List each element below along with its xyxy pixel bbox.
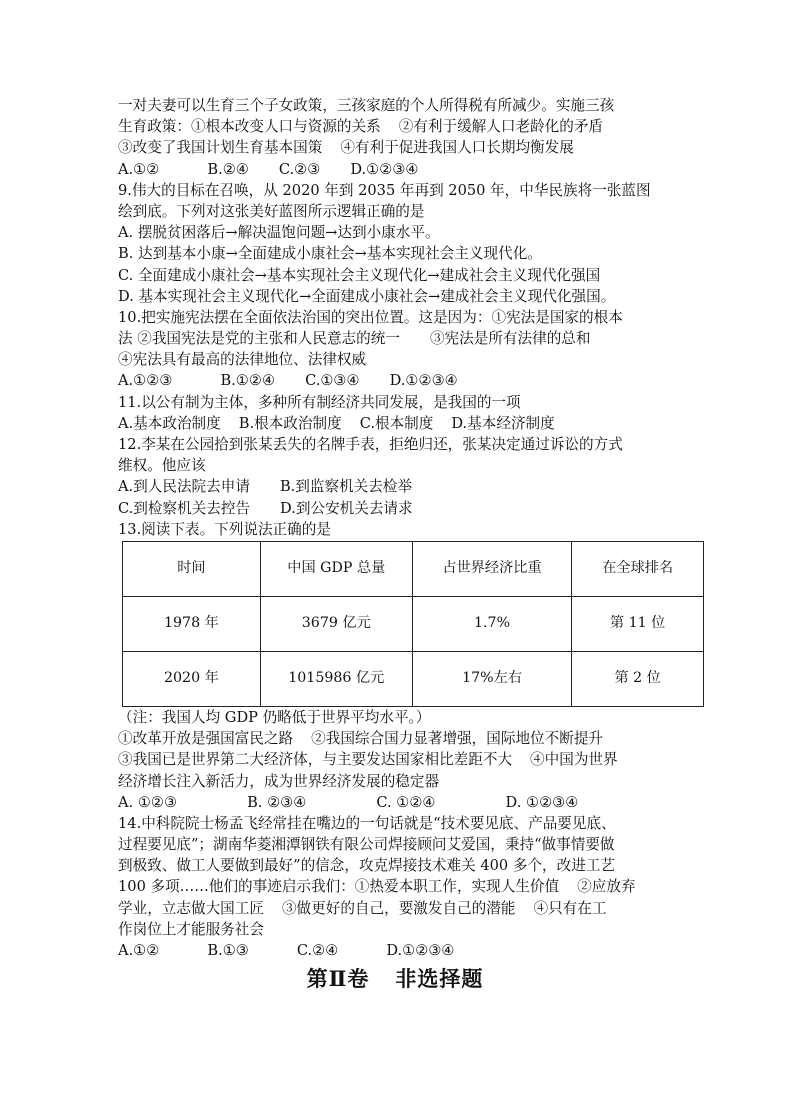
q14-statement-2-cont: 学业，立志做大国工匠	[118, 899, 264, 917]
q8-line-2	[118, 116, 688, 137]
q8-line-1: 一对夫妻可以生育三个子女政策，三孩家庭的个人所得税有所减少。实施三孩	[118, 97, 615, 114]
table-cell: 2020 年	[123, 651, 261, 706]
q8-statement-4: ④有利于促进我国人口长期均衡发展	[340, 139, 574, 157]
q13-option-a: A. ①②③	[118, 793, 178, 811]
q10-options	[118, 370, 688, 391]
q13-note: （注：我国人均 GDP 仍略低于世界平均水平。）	[118, 708, 431, 726]
table-row	[123, 596, 704, 651]
q10-option-d: D.①②③④	[389, 372, 458, 390]
section-part: 第Ⅱ卷	[306, 966, 370, 991]
q13-options	[118, 792, 688, 813]
q8-statement-3: ③改变了我国计划生育基本国策	[118, 139, 323, 157]
q13-line-1: 13.阅读下表。下列说法正确的是	[118, 520, 331, 538]
table-cell: 1978 年	[123, 596, 261, 651]
q9-line-1: 9.伟大的目标在召唤，从 2020 年到 2035 年再到 2050 年，中华民族将一张蓝图	[118, 181, 651, 199]
q8-statement-1: 生育政策：①根本改变人口与资源的关系	[118, 118, 381, 136]
q14-line-1: 14.中科院院士杨孟飞经常挂在嘴边的一句话就是“技术要见底、产品要见底、	[118, 814, 616, 832]
q14-statement-1: 100 多项……他们的事迹启示我们：①热爱本职工作，实现人生价值	[118, 878, 560, 896]
q11-line-1: 11.以公有制为主体，多种所有制经济共同发展，是我国的一项	[118, 393, 521, 411]
q14-line-4	[118, 876, 688, 897]
q11-options	[118, 413, 688, 434]
table-cell: 1.7%	[412, 596, 572, 651]
q9-option-c: C. 全面建成小康社会→基本实现社会主义现代化→建成社会主义现代化强国	[118, 266, 601, 284]
section-title	[0, 968, 790, 989]
table-cell: 1015986 亿元	[260, 651, 412, 706]
q8-line-3	[118, 137, 688, 158]
q13-line-4: 经济增长注入新活力，成为世界经济发展的稳定器	[118, 772, 440, 790]
q13-line-2	[118, 728, 688, 749]
q13-option-b: B. ②③④	[247, 793, 307, 811]
q14-statement-4: ④只有在工	[533, 899, 607, 917]
q13-statement-2: ②我国综合国力显著增强，国际地位不断提升	[311, 730, 604, 748]
q8-option-d: D.①②③④	[350, 160, 419, 178]
table-header-cell: 在全球排名	[572, 541, 704, 596]
q13-option-d: D. ①②③④	[505, 793, 579, 811]
q10-line-2	[118, 328, 688, 349]
q8-option-c: C.②③	[278, 160, 321, 178]
table-header-cell: 中国 GDP 总量	[260, 541, 412, 596]
q11-option-c: C.根本制度	[359, 414, 434, 432]
q13-option-c: C. ①②④	[376, 793, 436, 811]
q10-option-b: B.①②④	[220, 372, 276, 390]
q11-option-d: D.基本经济制度	[451, 414, 555, 432]
q10-statement-2: 法 ②我国宪法是党的主张和人民意志的统一	[118, 330, 400, 348]
q12-option-a: A.到人民法院去申请	[118, 478, 250, 496]
q9-option-b: B. 达到基本小康→全面建成小康社会→基本实现社会主义现代化。	[118, 245, 542, 263]
q14-options	[118, 940, 688, 961]
q10-line-1: 10.把实施宪法摆在全面依法治国的突出位置。这是因为：①宪法是国家的根本	[118, 308, 623, 326]
table-cell: 第 11 位	[572, 596, 704, 651]
q10-option-c: C.①③④	[305, 372, 360, 390]
q9-line-2: 绘到底。下列对这张美好蓝图所示逻辑正确的是	[118, 202, 425, 220]
q14-statement-3: ③做更好的自己，要激发自己的潜能	[281, 899, 516, 917]
table-header-cell: 时间	[123, 541, 261, 596]
q14-line-6: 作岗位上才能服务社会	[118, 920, 264, 938]
q14-line-5	[118, 898, 688, 919]
q8-statement-2: ②有利于缓解人口老龄化的矛盾	[398, 118, 604, 136]
table-header-cell: 占世界经济比重	[412, 541, 572, 596]
q8-option-b: B.②④	[207, 160, 249, 178]
q13-statement-1: ①改革开放是强国富民之路	[118, 730, 294, 748]
q12-option-d: D.到公安机关去请求	[280, 499, 413, 517]
q12-option-c: C.到检察机关去控告	[118, 499, 251, 517]
q14-line-3: 到极致、做工人要做到最好”的信念，攻克焊接技术难关 400 多个，改进工艺	[118, 857, 616, 875]
gdp-table	[122, 541, 704, 707]
q10-statement-3: ③宪法是所有法律的总和	[429, 330, 591, 348]
q12-options-ab	[118, 476, 688, 497]
q10-option-a: A.①②③	[118, 372, 173, 390]
q12-options-cd	[118, 498, 688, 519]
q13-statement-3: ③我国已是世界第二大经济体，与主要发达国家相比差距不大	[118, 751, 513, 769]
q12-option-b: B.到监察机关去检举	[279, 478, 413, 496]
q9-option-d: D. 基本实现社会主义现代化→全面建成小康社会→建成社会主义现代化强国。	[118, 287, 616, 305]
q8-options	[118, 159, 688, 180]
question-content	[118, 95, 688, 961]
q13-line-3	[118, 749, 688, 770]
table-row	[123, 651, 704, 706]
q9-option-a: A. 摆脱贫困落后→解决温饱问题→达到小康水平。	[118, 224, 440, 242]
q13-statement-4: ④中国为世界	[530, 751, 618, 769]
q14-option-a: A.①②	[118, 942, 160, 959]
q12-line-2: 维权。他应该	[118, 457, 206, 475]
q14-option-d: D.①②③④	[386, 942, 455, 959]
q14-statement-2: ②应放弃	[577, 878, 636, 896]
table-cell: 第 2 位	[572, 651, 704, 706]
table-cell: 3679 亿元	[260, 596, 412, 651]
table-cell: 17%左右	[412, 651, 572, 706]
q12-line-1: 12.李某在公园拾到张某丢失的名牌手表，拒绝归还，张某决定通过诉讼的方式	[118, 436, 623, 453]
q14-option-c: C.②④	[296, 942, 339, 959]
q8-option-a: A.①②	[118, 160, 160, 178]
q11-option-a: A.基本政治制度	[118, 414, 221, 432]
q14-option-b: B.①③	[207, 942, 249, 959]
section-name: 非选择题	[395, 966, 484, 991]
q10-line-3: ④宪法具有最高的法律地位、法律权威	[118, 351, 367, 369]
q14-line-2: 过程要见底”；湖南华菱湘潭钢铁有限公司焊接顾问艾爱国，秉持“做事情要做	[118, 836, 615, 854]
table-header-row	[123, 541, 704, 596]
q11-option-b: B.根本政治制度	[238, 414, 342, 432]
